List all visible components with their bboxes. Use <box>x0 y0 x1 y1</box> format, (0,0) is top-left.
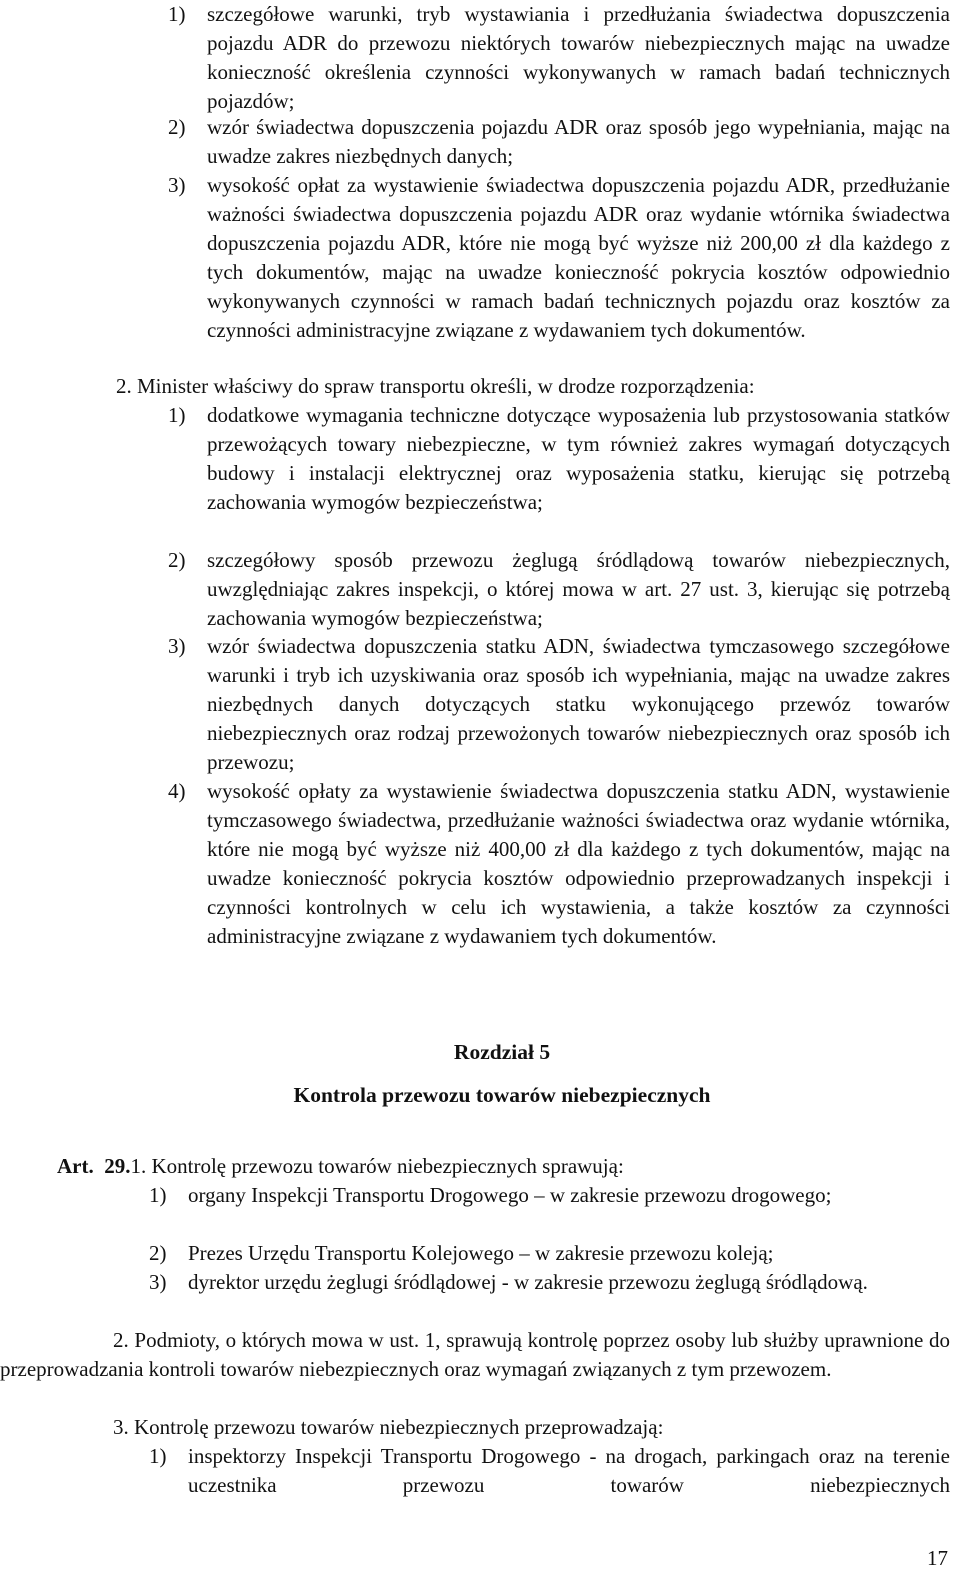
item-text: wzór świadectwa dopuszczenia pojazdu ADR oraz sposób jego wypełniania, mając na uwadze zakres niezbędnych danych; <box>207 115 950 168</box>
list-item <box>0 1268 960 1326</box>
article-line <box>57 1152 624 1181</box>
article-label: Art. 29. <box>57 1154 131 1178</box>
item-number: 1) <box>149 1444 167 1468</box>
list-item <box>0 113 960 171</box>
item-number: 2) <box>168 115 186 139</box>
item-number: 1) <box>149 1183 167 1207</box>
item-number: 3) <box>149 1270 167 1294</box>
item-text: organy Inspekcji Transportu Drogowego – w zakresie przewozu drogowego; <box>188 1183 832 1207</box>
list-item <box>0 1181 960 1239</box>
chapter-number: Rozdział 5 <box>453 1040 551 1064</box>
item-number: 1) <box>168 2 186 26</box>
list-item <box>0 171 960 373</box>
article-intro: 1. Kontrolę przewozu towarów niebezpiecznych sprawują: <box>130 1154 624 1178</box>
list-item <box>0 632 960 776</box>
list-item <box>0 777 960 979</box>
list-item <box>0 0 960 113</box>
item-text: wysokość opłat za wystawienie świadectwa dopuszczenia pojazdu ADR, przedłużanie ważności świadectwa dopuszczenia pojazdu ADR oraz wydanie wtórnika świadectwa dopuszczenia pojazdu ADR, które nie mogą być wyższe niż 200,00 zł dla każdego z tych dokumentów, mając na uwadze konieczność pokrycia kosztów odpowiednio wykonywanych czynności w ramach badań technicznych pojazdu oraz kosztów za czynności administracyjne związane z wydawaniem tych dokumentów. <box>207 173 950 342</box>
list-item <box>0 1239 960 1268</box>
paragraph <box>0 1326 950 1384</box>
item-number: 2) <box>149 1241 167 1265</box>
list-item <box>0 401 960 545</box>
list-item <box>0 546 960 632</box>
item-text: wzór świadectwa dopuszczenia statku ADN, świadectwa tymczasowego szczegółowe warunki i tryb ich uzyskiwania oraz sposób ich wypełniania, mając na uwadze zakres niezbędnych danych dotyczących statku wykonującego przewóz towarów niebezpiecznych oraz rodzaj przewożonych towarów niebezpiecznych oraz sposób ich przewozu; <box>207 634 950 774</box>
item-number: 1) <box>168 403 186 427</box>
item-text: dyrektor urzędu żeglugi śródlądowej - w zakresie przewozu żeglugą śródlądową. <box>188 1270 868 1294</box>
item-text: szczegółowy sposób przewozu żeglugą śródlądową towarów niebezpiecznych, uwzględniając zakres inspekcji, o której mowa w art. 27 ust. 3, kierując się potrzebą zachowania wymogów bezpieczeństwa; <box>207 548 950 630</box>
list-item <box>0 1442 960 1500</box>
item-text: wysokość opłaty za wystawienie świadectwa dopuszczenia statku ADN, wystawienie tymczasowego świadectwa, przedłużanie ważności świadectwa oraz wydanie wtórnika, które nie mogą być wyższe niż 400,00 zł dla każdego z tych dokumentów, mając na uwadze konieczność pokrycia kosztów odpowiednio przeprowadzanych inspekcji i czynności kontrolnych w celu ich wystawienia, a także kosztów za czynności administracyjne związane z wydawaniem tych dokumentów. <box>207 779 950 948</box>
item-text: Prezes Urzędu Transportu Kolejowego – w zakresie przewozu koleją; <box>188 1241 774 1265</box>
item-number: 4) <box>168 779 186 803</box>
item-number: 3) <box>168 173 186 197</box>
item-number: 2) <box>168 548 186 572</box>
paragraph-intro: 3. Kontrolę przewozu towarów niebezpiecznych przeprowadzają: <box>113 1415 664 1439</box>
page-number: 17 <box>927 1546 948 1570</box>
paragraph-text: 2. Podmioty, o których mowa w ust. 1, sprawują kontrolę poprzez osoby lub służby uprawnione do przeprowadzania kontroli towarów niebezpiecznych oraz wymagań związanych z tym przewozem. <box>0 1328 950 1381</box>
item-text: szczegółowe warunki, tryb wystawiania i przedłużania świadectwa dopuszczenia pojazdu ADR do przewozu niektórych towarów niebezpiecznych mając na uwadze konieczność określenia czynności wykonywanych w ramach badań technicznych pojazdów; <box>207 2 950 113</box>
item-text: dodatkowe wymagania techniczne dotyczące wyposażenia lub przystosowania statków przewożących towary niebezpieczne, w tym również zakres wymagań dotyczących budowy i instalacji elektrycznej oraz wyposażenia statku, kierując się potrzebą zachowania wymogów bezpieczeństwa; <box>207 403 950 514</box>
chapter-title: Kontrola przewozu towarów niebezpiecznych <box>293 1083 711 1107</box>
item-text: inspektorzy Inspekcji Transportu Drogowego - na drogach, parkingach oraz na terenie uczestnika przewozu towarów niebezpiecznych <box>188 1444 950 1497</box>
paragraph-intro: 2. Minister właściwy do spraw transportu określi, w drodze rozporządzenia: <box>116 374 755 398</box>
item-number: 3) <box>168 634 186 658</box>
